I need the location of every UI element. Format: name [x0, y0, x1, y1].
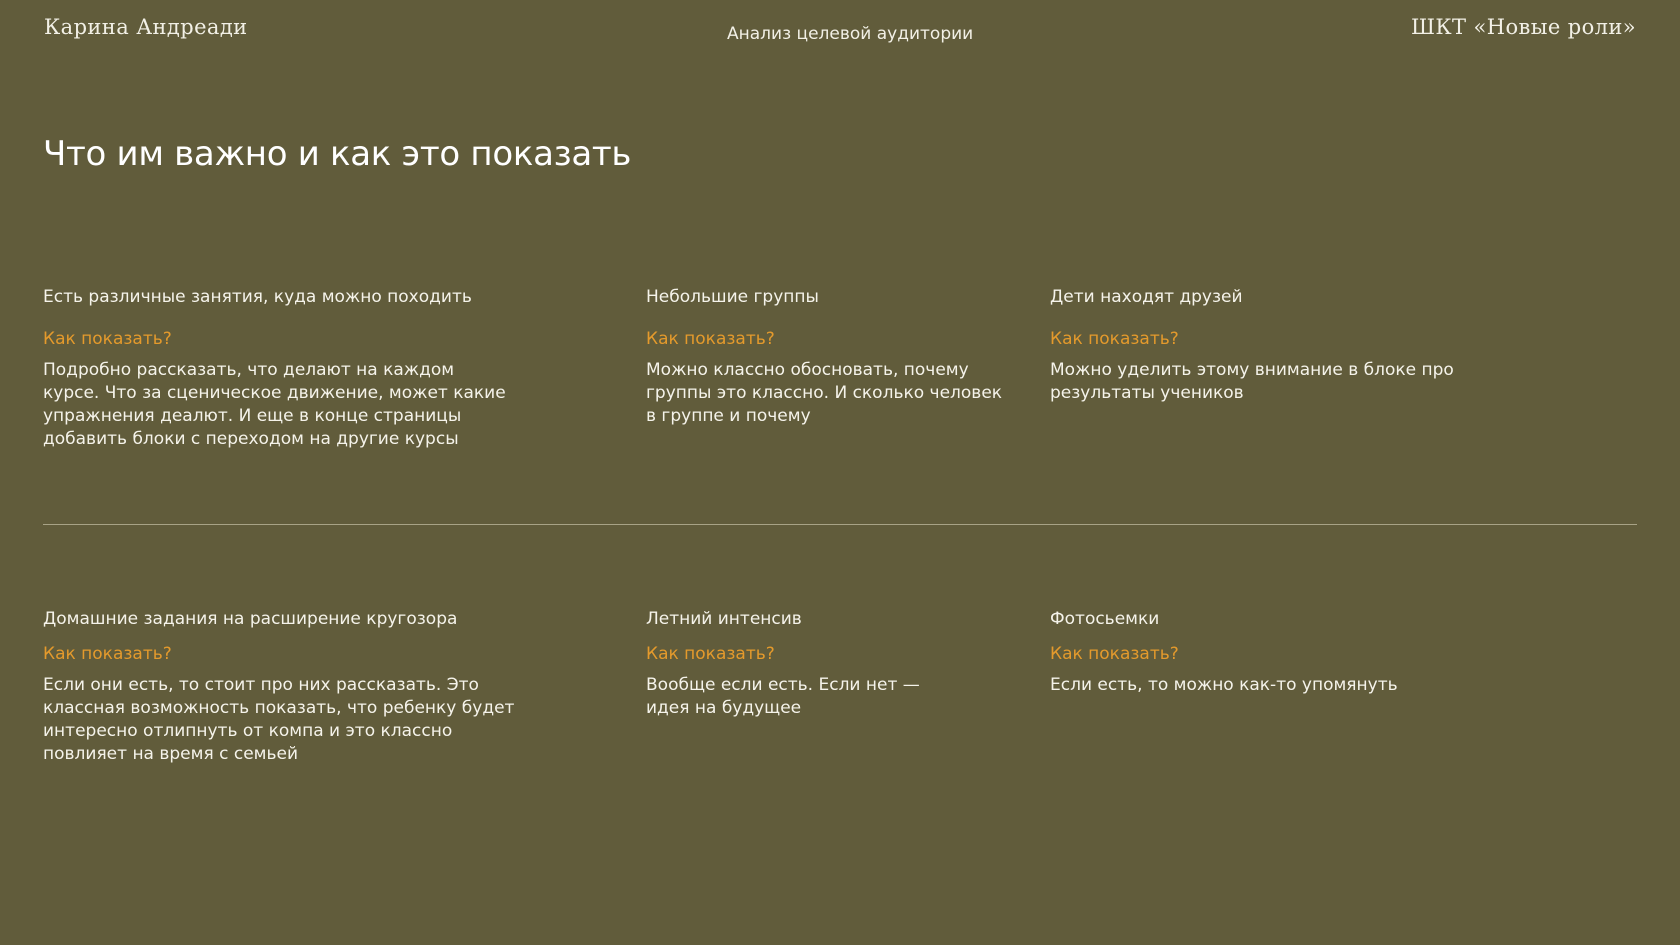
- card-text-line: результаты учеников: [1050, 383, 1244, 403]
- card-text-line: Можно классно обосновать, почему: [646, 360, 969, 380]
- section-title: Анализ целевой аудитории: [727, 24, 974, 44]
- card-text-line: Вообще если есть. Если нет —: [646, 675, 920, 695]
- card-text-line: Если есть, то можно как-то упомянуть: [1050, 675, 1398, 695]
- card-text-line: идея на будущее: [646, 698, 802, 718]
- card-title: Фотосьемки: [1050, 609, 1160, 629]
- card-text-line: в группе и почему: [646, 406, 811, 426]
- card-text-line: Подробно рассказать, что делают на каждом: [43, 360, 455, 380]
- how-to-show-link[interactable]: Как показать?: [43, 329, 172, 349]
- card-text-line: повлияет на время с семьей: [43, 744, 299, 764]
- card-text: [1050, 674, 1550, 697]
- card-text-line: добавить блоки с переходом на другие курсы: [43, 429, 459, 449]
- card-friends: [1050, 286, 1550, 405]
- how-to-show-link[interactable]: Как показать?: [646, 329, 775, 349]
- card-text-line: Если они есть, то стоит про них рассказать. Это: [43, 675, 479, 695]
- card-text-line: курсе. Что за сценическое движение, может какие: [43, 383, 506, 403]
- card-text: [43, 674, 543, 766]
- card-activities: [43, 286, 543, 451]
- card-title: Небольшие группы: [646, 287, 819, 307]
- card-text-line: Можно уделить этому внимание в блоке про: [1050, 360, 1454, 380]
- card-text: [43, 359, 543, 451]
- card-title: Есть различные занятия, куда можно походить: [43, 287, 472, 307]
- how-to-show-link[interactable]: Как показать?: [1050, 644, 1179, 664]
- card-text-line: упражнения деалют. И еще в конце страницы: [43, 406, 462, 426]
- how-to-show-link[interactable]: Как показать?: [43, 644, 172, 664]
- card-text-line: группы это классно. И сколько человек: [646, 383, 1003, 403]
- author-name: Карина Андреади: [44, 15, 248, 39]
- card-text-line: классная возможность показать, что ребенку будет: [43, 698, 515, 718]
- how-to-show-link[interactable]: Как показать?: [1050, 329, 1179, 349]
- project-name: ШКТ «Новые роли»: [1410, 15, 1636, 39]
- card-title: Летний интенсив: [646, 609, 802, 629]
- card-title: Домашние задания на расширение кругозора: [43, 609, 458, 629]
- card-text: [1050, 359, 1550, 405]
- card-photoshoots: [1050, 608, 1550, 697]
- section-divider: [43, 524, 1637, 525]
- card-title: Дети находят друзей: [1050, 287, 1243, 307]
- how-to-show-link[interactable]: Как показать?: [646, 644, 775, 664]
- card-text-line: интересно отлипнуть от компа и это классно: [43, 721, 453, 741]
- card-homework: [43, 608, 543, 766]
- page-title: Что им важно и как это показать: [43, 134, 632, 174]
